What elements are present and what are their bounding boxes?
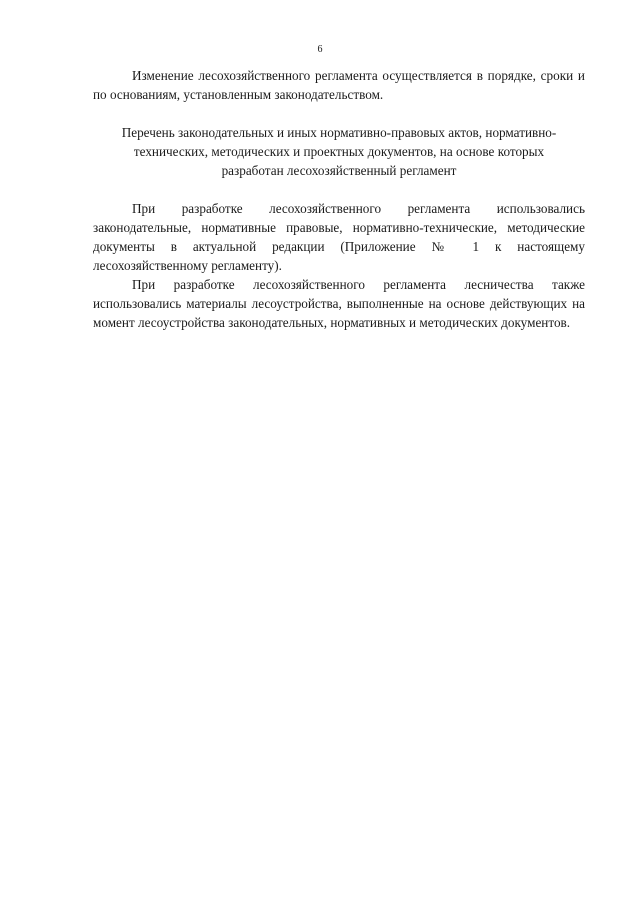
intro-paragraph: Изменение лесохозяйственного регламента осуществляется в порядке, сроки и по основаниям, установленным законодательством. xyxy=(93,68,585,102)
page-content xyxy=(93,66,585,332)
section-heading-line: технических, методических и проектных документов, на основе которых xyxy=(133,144,545,159)
spacer xyxy=(93,104,585,123)
body-paragraph: При разработке лесохозяйственного регламента использовались законодательные, нормативные правовые, нормативно-технические, методические документы в актуальной редакции (Приложение № 1 к настоящему лесохозяйственному регламенту). xyxy=(93,201,585,273)
body-paragraph: При разработке лесохозяйственного регламента лесничества также использовались материалы лесоустройства, выполненные на основе действующих на момент лесоустройства законодательных, нормативных и методических документов. xyxy=(93,277,585,330)
section-heading-line: разработан лесохозяйственный регламент xyxy=(221,163,457,178)
section-heading xyxy=(93,123,585,180)
spacer xyxy=(93,180,585,199)
page-number: 6 xyxy=(317,44,323,55)
section-heading-line: Перечень законодательных и иных нормативно-правовых актов, нормативно- xyxy=(121,125,557,140)
